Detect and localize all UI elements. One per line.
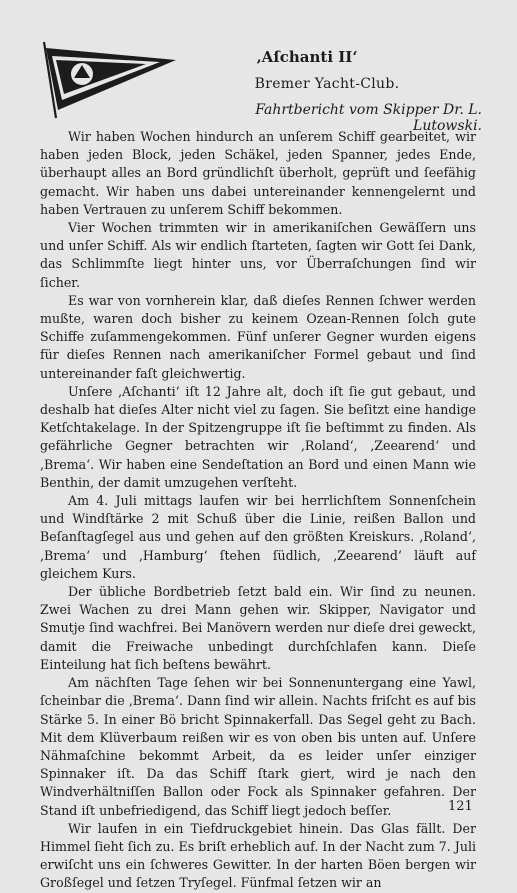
paragraph: Der übliche Bordbetrieb ſetzt bald ein. Wir ſind zu neunen. Zwei Wachen zu drei Mann gehen wir. Skipper, Navigator und Smutje ſind wachfrei. Bei Manövern werden nur dieſe drei geweckt, damit die Freiwache unbedingt durchſchlafen kann. Dieſe Einteilung hat ſich beſtens bewährt. bbox=[40, 584, 476, 672]
paragraph: Am nächſten Tage ſehen wir bei Sonnenuntergang eine Yawl, ſcheinbar die ‚Brema‘. Dann ſind wir allein. Nachts friſcht es auf bis Stärke 5. In einer Bö bricht Spinnakerfall. Das Segel geht zu Bach. Mit dem Klüverbaum reißen wir es von oben bis unten auf. Unſere Nähmaſchine bekommt Arbeit, da es leider unſer einziger Spinnaker iſt. Da das Schiff ſtark giert, wird je nach den Windverhältniſſen Ballon oder Fock als Spinnaker gefahren. Der Stand iſt unbefriedigend, das Schiff liegt jedoch beſſer. bbox=[40, 675, 476, 818]
paragraph: Vier Wochen trimmten wir in amerikaniſchen Gewäſſern uns und unſer Schiff. Als wir endlich ſtarteten, ſagten wir Gott ſei Dank, das Schlimmſte liegt hinter uns, vor Überraſchungen ſind wir ſicher. bbox=[40, 220, 476, 290]
yacht-name-title: ‚Aſchanti II‘ bbox=[256, 48, 358, 66]
paragraph: Wir haben Wochen hindurch an unſerem Schiff gearbeitet, wir haben jeden Block, jeden Schäkel, jeden Spanner, jedes Ende, überhaupt alles an Bord gründlichſt überholt, geprüft und ſeefähig gemacht. Wir haben uns dabei untereinander kennengelernt und haben Vertrauen zu unſerem Schiff bekommen. bbox=[40, 129, 476, 217]
page-number: 121 bbox=[448, 799, 473, 814]
article-body bbox=[40, 128, 476, 893]
paragraph: Unſere ‚Aſchanti‘ iſt 12 Jahre alt, doch iſt ſie gut gebaut, und deshalb hat dieſes Alter nicht viel zu ſagen. Sie beſitzt eine handige Ketſchtakelage. In der Spitzengruppe iſt ſie beſtimmt zu finden. Als gefährliche Gegner betrachten wir ‚Roland‘, ‚Zeearend‘ und ‚Brema‘. Wir haben eine Sendeſtation an Bord und einen Mann wie Benthin, der damit umzugehen verſteht. bbox=[40, 383, 476, 490]
paragraph: Wir laufen in ein Tiefdruckgebiet hinein. Das Glas fällt. Der Himmel ſieht ſich zu. Es briſt erheblich auf. In der Nacht zum 7. Juli erwiſcht uns ein ſchweres Gewitter. In der harten Böen bergen wir Großſegel und ſetzen Tryſegel. Fünfmal ſetzen wir an bbox=[40, 820, 476, 891]
paragraph: Am 4. Juli mittags laufen wir bei herrlichſtem Sonnenſchein und Windſtärke 2 mit Schuß über die Linie, reißen Ballon und Beſanſtagſegel aus und gehen auf den größten Kreiskurs. ‚Roland‘, ‚Brema‘ und ‚Hamburg‘ ſtehen ſüdlich, ‚Zeearend‘ läuft auf gleichem Kurs. bbox=[40, 493, 476, 581]
club-burgee-icon bbox=[38, 38, 178, 122]
paragraph: Es war von vornherein klar, daß dieſes Rennen ſchwer werden mußte, waren doch bisher zu keinem Ozean-Rennen ſolch gute Schiffe zuſammengekommen. Fünf unſerer Gegner wurden eigens für dieſes Rennen nach amerikaniſcher Formel gebaut und ſind untereinander faſt gleichwertig. bbox=[40, 292, 476, 381]
club-name: Bremer Yacht-Club. bbox=[254, 76, 400, 92]
report-heading: Fahrtbericht vom Skipper Dr. L. Lutowski. bbox=[255, 102, 482, 134]
